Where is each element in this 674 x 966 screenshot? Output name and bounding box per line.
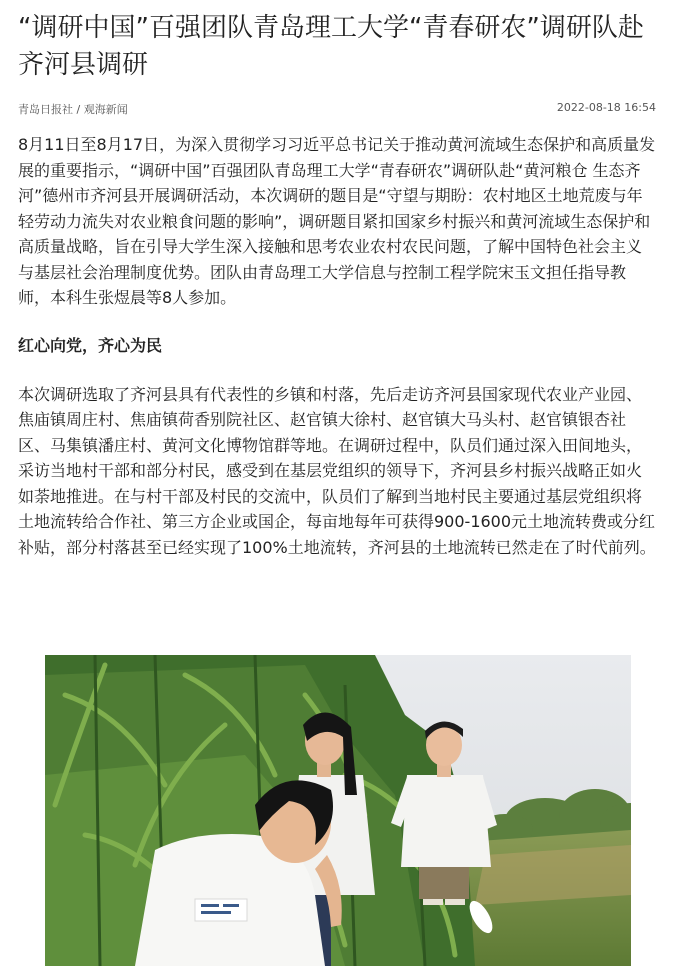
- section-heading: 红心向党，齐心为民: [18, 335, 163, 355]
- article-timestamp: 2022-08-18 16:54: [556, 101, 656, 114]
- article: [18, 0, 656, 560]
- cornfield-photo-illustration: [45, 655, 631, 966]
- article-photo: [45, 655, 631, 966]
- article-paragraph: 8月11日至8月17日，为深入贯彻学习习近平总书记关于推动黄河流域生态保护和高质量发展的重要指示，“调研中国”百强团队青岛理工大学“青春研农”调研队赴“黄河粮仓 生态齐河”德州市齐河县开展调研活动，本次调研的题目是“守望与期盼：农村地区土地荒废与年轻劳动力流失对农业粮食问题的影响”，调研题目紧扣国家乡村振兴和黄河流域生态保护和高质量战略，旨在引导大学生深入接触和思考农业农村农民问题，了解中国特色社会主义与基层社会治理制度优势。团队由青岛理工大学信息与控制工程学院宋玉文担任指导教师，本科生张煜晨等8人参加。: [18, 135, 656, 307]
- article-source[interactable]: 青岛日报社 / 观海新闻: [18, 103, 128, 116]
- article-paragraph: 本次调研选取了齐河县具有代表性的乡镇和村落，先后走访齐河县国家现代农业产业园、焦庙镇周庄村、焦庙镇荷香别院社区、赵官镇大徐村、赵官镇大马头村、赵官镇银杏社区、马集镇潘庄村、黄河文化博物馆群等地。在调研过程中，队员们通过深入田间地头，采访当地村干部和部分村民，感受到在基层党组织的领导下，齐河县乡村振兴战略正如火如荼地推进。在与村干部及村民的交流中，队员们了解到当地村民主要通过基层党组织将土地流转给合作社、第三方企业或国企，每亩地每年可获得900-1600元土地流转费或分红补贴，部分村落甚至已经实现了100%土地流转，齐河县的土地流转已然走在了时代前列。: [18, 384, 656, 557]
- article-title: “调研中国”百强团队青岛理工大学“青春研农”调研队赴齐河县调研: [18, 13, 644, 80]
- article-meta: [18, 98, 656, 118]
